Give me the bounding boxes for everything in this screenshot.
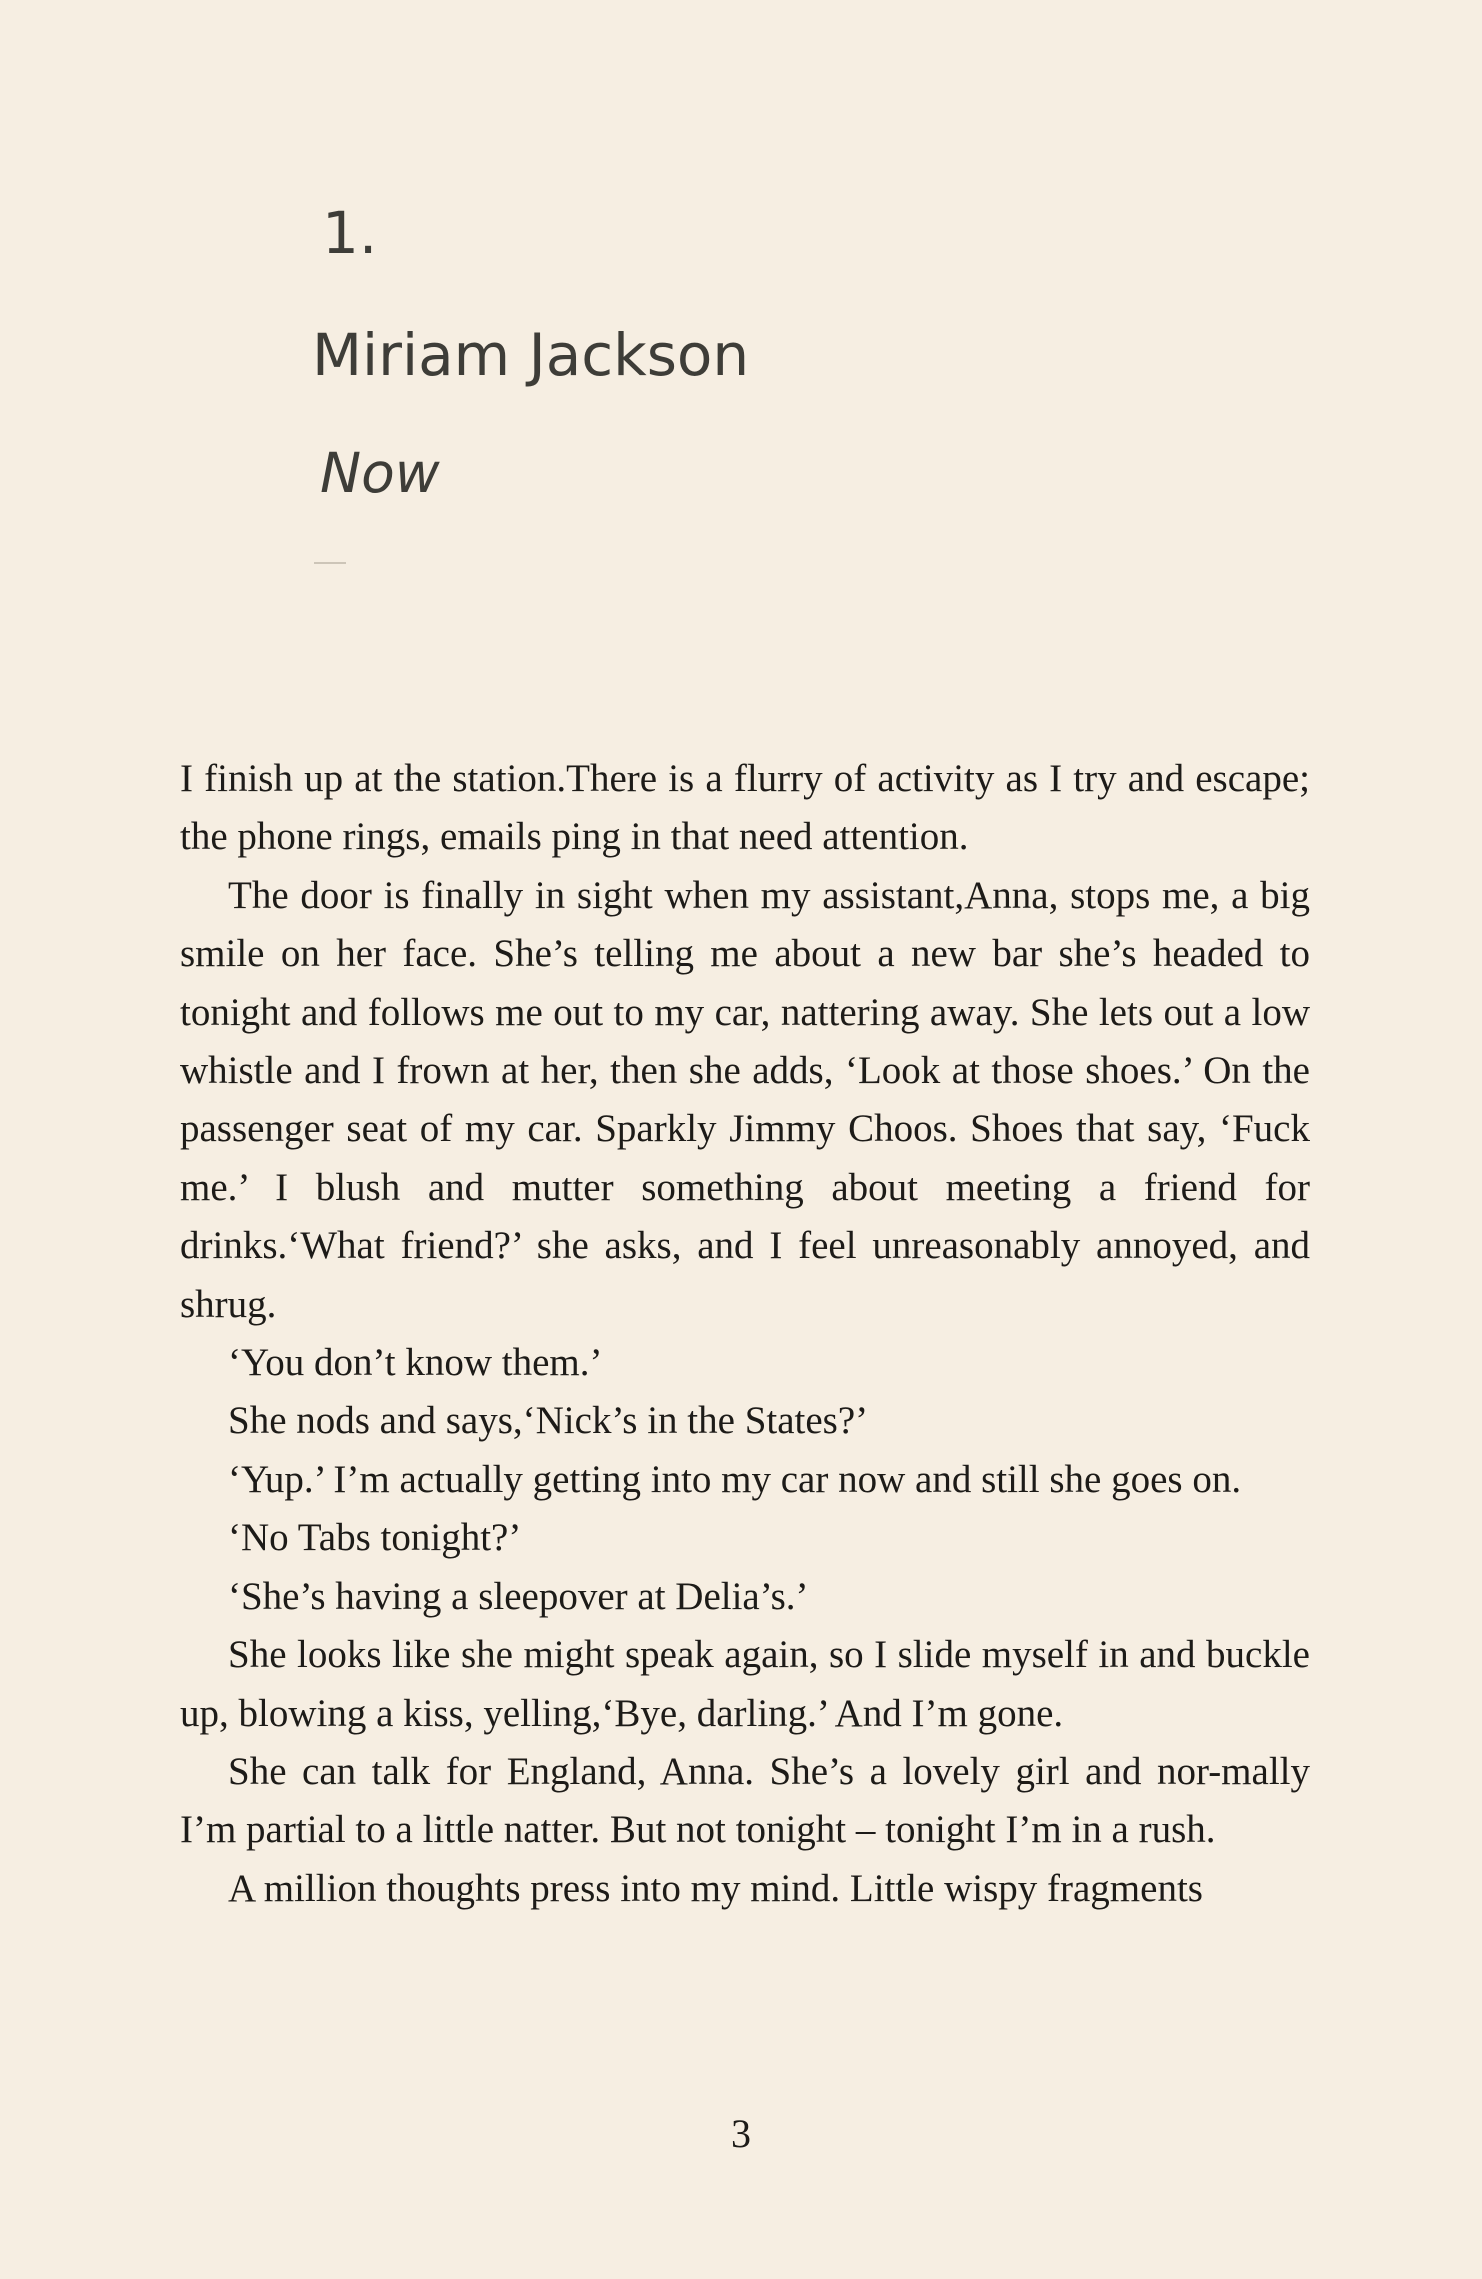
paragraph: She nods and says,‘Nick’s in the States?’ xyxy=(228,1399,869,1443)
paragraph: A million thoughts press into my mind. Little wispy fragments xyxy=(228,1866,1203,1910)
paragraph: ‘Yup.’ I’m actually getting into my car now and still she goes on. xyxy=(228,1457,1242,1501)
paragraph: She looks like she might speak again, so I slide myself in and buckle up, blowing a kiss, yelling,‘Bye, darling.’ And I’m gone. xyxy=(180,1633,1310,1735)
paragraph: ‘You don’t know them.’ xyxy=(228,1341,603,1385)
paragraph: The door is finally in sight when my assistant,Anna, stops me, a big smile on her face. She’s telling me about a new bar she’s headed to tonight and follows me out to my car, nattering away. She lets out a low whistle and I frown at her, then she adds, ‘Look at those shoes.’ On the passenger seat of my car. Sparkly Jimmy Choos. Shoes that say, ‘Fuck me.’ I blush and mutter something about meeting a friend for drinks.‘What friend?’ she asks, and I feel unreasonably annoyed, and shrug. xyxy=(180,873,1310,1326)
chapter-number: 1. xyxy=(322,199,378,267)
paragraph: ‘No Tabs tonight?’ xyxy=(228,1516,522,1560)
body-text xyxy=(180,750,1310,1918)
page-number: 3 xyxy=(731,2111,751,2156)
paragraph: She can talk for England, Anna. She’s a lovely girl and nor-mally I’m partial to a little natter. But not tonight – tonight I’m in a rush. xyxy=(180,1749,1310,1852)
paragraph: ‘She’s having a sleepover at Delia’s.’ xyxy=(228,1574,809,1618)
paragraph: I finish up at the station.There is a flurry of activity as I try and escape; the phone rings, emails ping in that need attention. xyxy=(180,757,1310,859)
ornament-rule xyxy=(314,562,346,564)
chapter-subtitle: Now xyxy=(320,441,440,505)
chapter-title: Miriam Jackson xyxy=(312,321,750,389)
